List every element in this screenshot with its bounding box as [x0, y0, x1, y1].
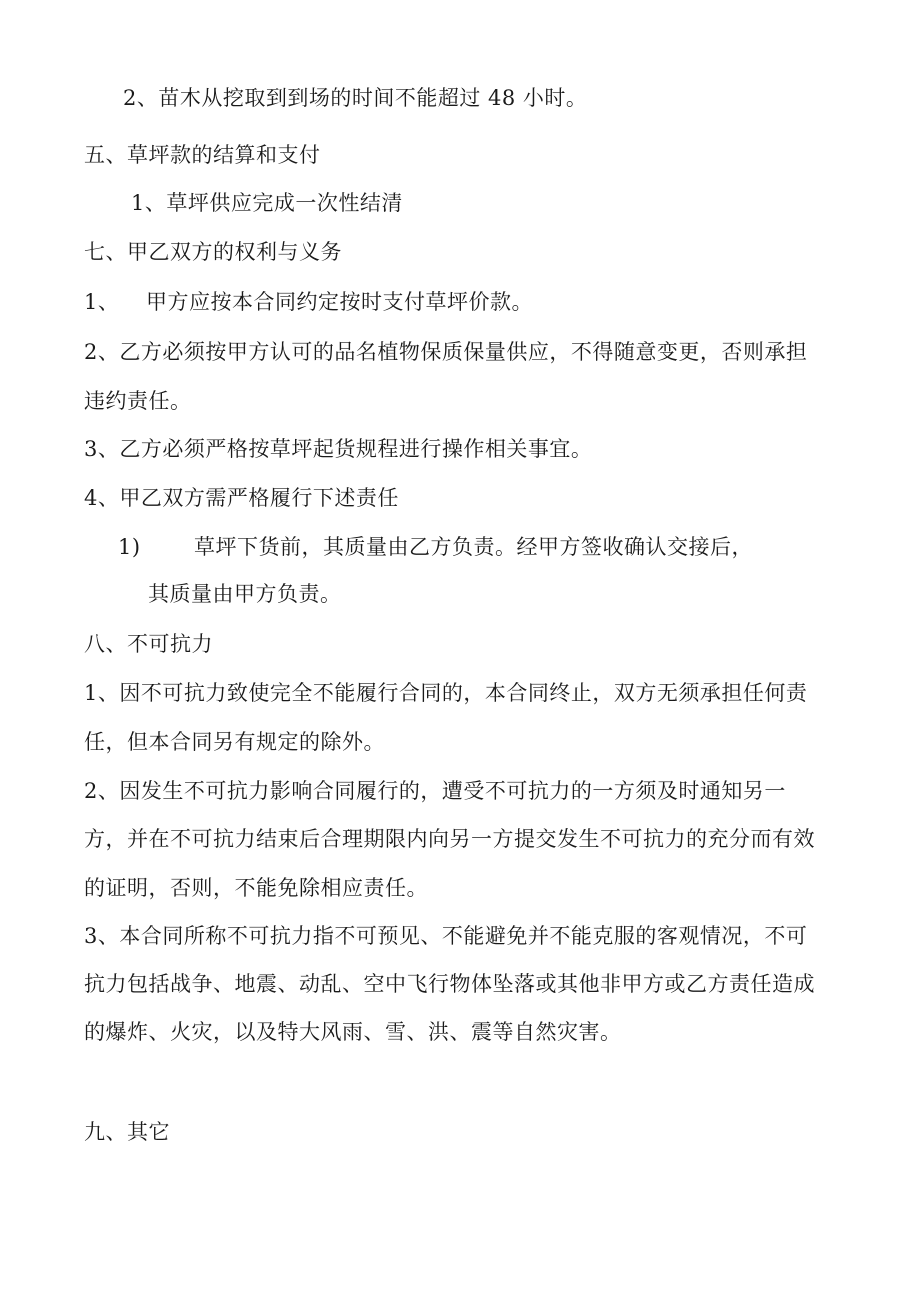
clause-7-4-sub-1-number: 1): [118, 535, 141, 559]
section-7-heading: 七、甲乙双方的权利与义务: [84, 240, 342, 264]
clause-8-item-2-line-3: 的证明，否则，不能免除相应责任。: [84, 876, 428, 900]
clause-7-item-3: 3、乙方必须严格按草坪起货规程进行操作相关事宜。: [84, 437, 593, 461]
clause-7-item-2-line-2: 违约责任。: [84, 389, 192, 413]
section-9-heading: 九、其它: [84, 1120, 170, 1144]
clause-8-item-2-line-1: 2、因发生不可抗力影响合同履行的，遭受不可抗力的一方须及时通知另一: [84, 779, 786, 803]
section-8-heading: 八、不可抗力: [84, 632, 213, 656]
clause-8-item-3-line-2: 抗力包括战争、地震、动乱、空中飞行物体坠落或其他非甲方或乙方责任造成: [84, 972, 815, 996]
section-5-heading: 五、草坪款的结算和支付: [84, 143, 321, 167]
clause-5-item-1: 1、草坪供应完成一次性结清: [131, 191, 403, 215]
clause-7-4-sub-1-line-1: 草坪下货前，其质量由乙方负责。经甲方签收确认交接后，: [194, 535, 753, 559]
clause-7-item-2-line-1: 2、乙方必须按甲方认可的品名植物保质保量供应，不得随意变更，否则承担: [84, 340, 808, 364]
clause-4-item-2: 2、苗木从挖取到到场的时间不能超过 48 小时。: [123, 86, 588, 110]
clause-8-item-3-line-3: 的爆炸、火灾，以及特大风雨、雪、洪、震等自然灾害。: [84, 1020, 622, 1044]
clause-8-item-1-line-1: 1、因不可抗力致使完全不能履行合同的，本合同终止，双方无须承担任何责: [84, 681, 808, 705]
clause-8-item-2-line-2: 方，并在不可抗力结束后合理期限内向另一方提交发生不可抗力的充分而有效: [84, 827, 815, 851]
clause-7-item-1-number: 1、: [84, 290, 120, 314]
clause-7-item-4: 4、甲乙双方需严格履行下述责任: [84, 486, 399, 510]
clause-7-item-1-text: 甲方应按本合同约定按时支付草坪价款。: [146, 290, 533, 314]
clause-8-item-1-line-2: 任，但本合同另有规定的除外。: [84, 730, 385, 754]
clause-8-item-3-line-1: 3、本合同所称不可抗力指不可预见、不能避免并不能克服的客观情况，不可: [84, 924, 808, 948]
clause-7-4-sub-1-line-2: 其质量由甲方负责。: [148, 582, 342, 606]
